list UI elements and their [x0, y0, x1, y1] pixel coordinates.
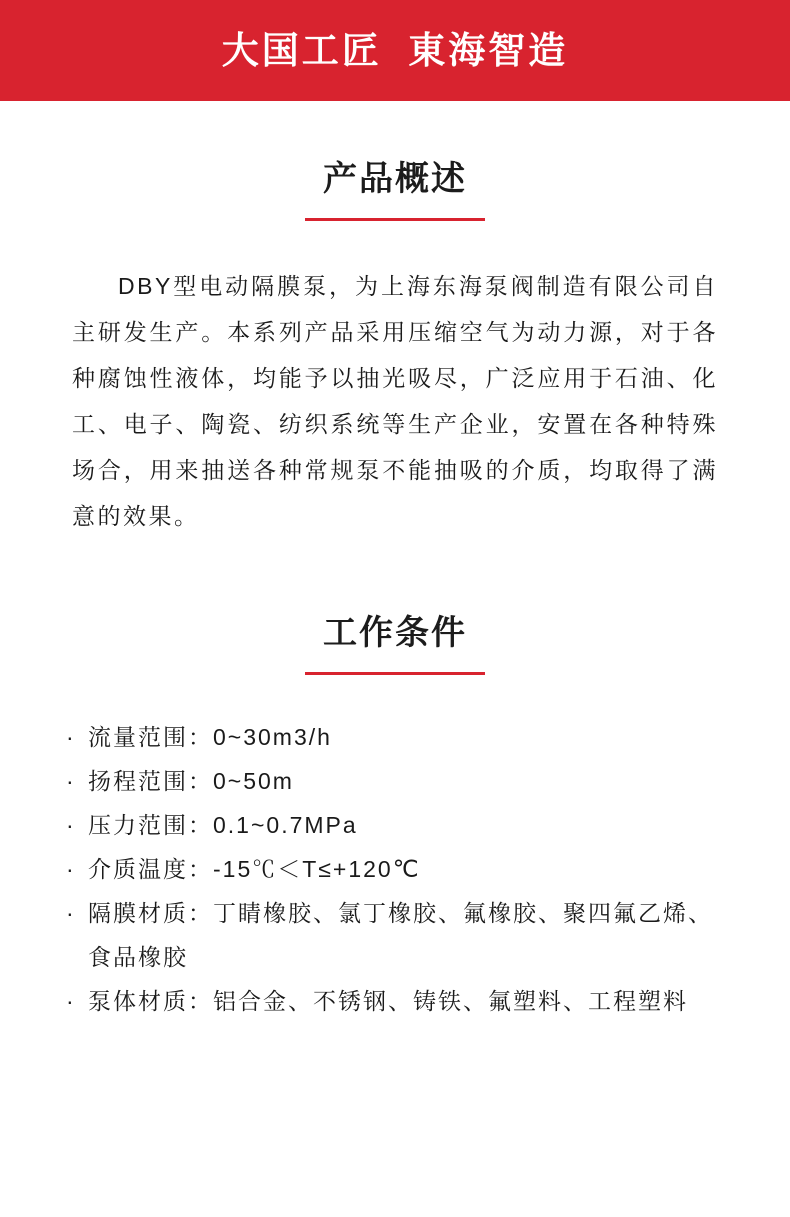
list-item: [66, 759, 724, 803]
bullet-icon: ·: [66, 855, 76, 882]
overview-heading-wrap: [0, 159, 790, 221]
work-heading-wrap: [0, 613, 790, 675]
section-working-conditions: [0, 539, 790, 1023]
list-item: [66, 715, 724, 759]
list-item-label: 压力范围：0.1~0.7MPa: [88, 811, 358, 838]
list-item-label: 隔膜材质：丁睛橡胶、氯丁橡胶、氟橡胶、聚四氟乙烯、食品橡胶: [88, 899, 713, 970]
overview-heading-rule: [305, 218, 485, 221]
banner-title: 大国工匠 東海智造: [221, 30, 569, 71]
bullet-icon: ·: [66, 899, 76, 926]
header-banner: [0, 0, 790, 101]
list-item: [66, 979, 724, 1023]
list-item-label: 介质温度：-15℃＜T≤+120℃: [88, 855, 421, 882]
list-item-label: 扬程范围：0~50m: [88, 767, 294, 794]
list-item: [66, 847, 724, 891]
spec-list: [66, 715, 724, 1023]
bullet-icon: ·: [66, 723, 76, 750]
spacer-above-work-heading: [0, 539, 790, 613]
overview-body-text: DBY型电动隔膜泵，为上海东海泵阀制造有限公司自主研发生产。本系列产品采用压缩空气为动力源，对于各种腐蚀性液体，均能予以抽光吸尽，广泛应用于石油、化工、电子、陶瓷、纺织系统等生产企业，安置在各种特殊场合，用来抽送各种常规泵不能抽吸的介质，均取得了满意的效果。: [72, 272, 718, 529]
bullet-icon: ·: [66, 987, 76, 1014]
spacer-above-overview-heading: [0, 101, 790, 159]
list-item-label: 流量范围：0~30m3/h: [88, 723, 332, 750]
list-item-label: 泵体材质：铝合金、不锈钢、铸铁、氟塑料、工程塑料: [88, 987, 688, 1014]
work-heading-rule: [305, 672, 485, 675]
list-item: [66, 803, 724, 847]
section-product-overview: [0, 101, 790, 539]
bullet-icon: ·: [66, 767, 76, 794]
list-item: [66, 891, 724, 979]
work-heading: 工作条件: [323, 613, 467, 652]
overview-heading: 产品概述: [323, 160, 467, 198]
bullet-icon: ·: [66, 811, 76, 838]
